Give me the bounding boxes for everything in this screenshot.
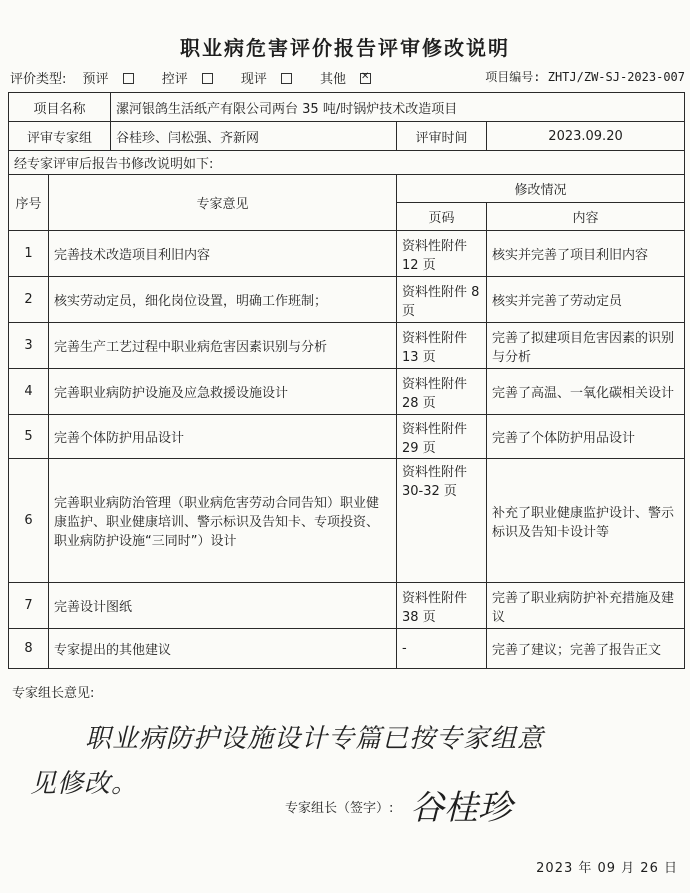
header-modify: 修改情况 bbox=[397, 175, 685, 203]
sign-date: 2023 年 09 月 26 日 bbox=[536, 861, 678, 876]
row-page: 资料性附件 13 页 bbox=[397, 323, 487, 369]
handwritten-opinion-line1: 职业病防护设施设计专篇已按专家组意 bbox=[85, 724, 545, 754]
signature: 谷桂珍 bbox=[410, 788, 512, 828]
review-time: 2023.09.20 bbox=[487, 122, 685, 151]
review-table bbox=[8, 92, 685, 669]
checkbox-icon bbox=[202, 73, 213, 84]
project-number: 项目编号: ZHTJ/ZW-SJ-2023-007 bbox=[485, 70, 685, 84]
row-no: 1 bbox=[9, 231, 49, 277]
row-page: 资料性附件 30-32 页 bbox=[397, 459, 487, 583]
row-page: 资料性附件 12 页 bbox=[397, 231, 487, 277]
table-row bbox=[9, 369, 685, 415]
row-no: 5 bbox=[9, 415, 49, 459]
row-page: 资料性附件 8 页 bbox=[397, 277, 487, 323]
checkbox-icon bbox=[123, 73, 134, 84]
eval-option: 现评 bbox=[241, 72, 304, 87]
table-row bbox=[9, 415, 685, 459]
row-opinion: 完善职业病防护设施及应急救援设施设计 bbox=[49, 369, 397, 415]
row-opinion: 完善技术改造项目利旧内容 bbox=[49, 231, 397, 277]
row-opinion: 完善个体防护用品设计 bbox=[49, 415, 397, 459]
row-opinion: 完善职业病防治管理（职业病危害劳动合同告知）职业健康监护、职业健康培训、警示标识及告知卡、专项投资、职业病防护设施“三同时”）设计 bbox=[49, 459, 397, 583]
document-title: 职业病危害评价报告评审修改说明 bbox=[180, 36, 510, 60]
table-row bbox=[9, 323, 685, 369]
row-no: 7 bbox=[9, 583, 49, 629]
row-opinion: 专家提出的其他建议 bbox=[49, 629, 397, 669]
review-time-label: 评审时间 bbox=[397, 122, 487, 151]
row-no: 4 bbox=[9, 369, 49, 415]
table-row bbox=[9, 459, 685, 583]
row-page: 资料性附件 38 页 bbox=[397, 583, 487, 629]
table-row bbox=[9, 583, 685, 629]
header-no: 序号 bbox=[9, 175, 49, 231]
eval-option: 预评 bbox=[83, 72, 146, 87]
row-page: - bbox=[397, 629, 487, 669]
eval-type bbox=[10, 68, 395, 87]
project-name: 漯河银鸽生活纸产有限公司两台 35 吨/时锅炉技术改造项目 bbox=[111, 93, 685, 122]
row-content: 核实并完善了劳动定员 bbox=[487, 277, 685, 323]
project-name-label: 项目名称 bbox=[9, 93, 111, 122]
row-no: 2 bbox=[9, 277, 49, 323]
eval-option: 控评 bbox=[162, 72, 225, 87]
row-opinion: 完善设计图纸 bbox=[49, 583, 397, 629]
row-page: 资料性附件 29 页 bbox=[397, 415, 487, 459]
row-opinion: 完善生产工艺过程中职业病危害因素识别与分析 bbox=[49, 323, 397, 369]
row-content: 补充了职业健康监护设计、警示标识及告知卡设计等 bbox=[487, 459, 685, 583]
handwritten-opinion-line2: 见修改。 bbox=[30, 769, 139, 799]
table-row bbox=[9, 231, 685, 277]
row-no: 3 bbox=[9, 323, 49, 369]
row-content: 完善了职业病防护补充措施及建议 bbox=[487, 583, 685, 629]
experts: 谷桂珍、闫松强、齐新网 bbox=[111, 122, 397, 151]
checkbox-icon bbox=[281, 73, 292, 84]
chief-opinion-label: 专家组长意见: bbox=[12, 686, 95, 701]
row-content: 完善了拟建项目危害因素的识别与分析 bbox=[487, 323, 685, 369]
signature-label: 专家组长（签字）: bbox=[285, 801, 394, 816]
row-page: 资料性附件 28 页 bbox=[397, 369, 487, 415]
row-opinion: 核实劳动定员，细化岗位设置，明确工作班制； bbox=[49, 277, 397, 323]
eval-type-label: 评价类型: bbox=[10, 72, 67, 87]
header-page: 页码 bbox=[397, 203, 487, 231]
header-opinion: 专家意见 bbox=[49, 175, 397, 231]
header-content: 内容 bbox=[487, 203, 685, 231]
intro-text: 经专家评审后报告书修改说明如下: bbox=[9, 151, 685, 175]
table-row bbox=[9, 629, 685, 669]
row-content: 完善了个体防护用品设计 bbox=[487, 415, 685, 459]
row-content: 核实并完善了项目利旧内容 bbox=[487, 231, 685, 277]
row-content: 完善了高温、一氧化碳相关设计 bbox=[487, 369, 685, 415]
table-row bbox=[9, 277, 685, 323]
row-no: 8 bbox=[9, 629, 49, 669]
experts-label: 评审专家组 bbox=[9, 122, 111, 151]
row-content: 完善了建议；完善了报告正文 bbox=[487, 629, 685, 669]
checked-checkbox-icon bbox=[360, 73, 371, 84]
row-no: 6 bbox=[9, 459, 49, 583]
eval-option: 其他✕ bbox=[320, 72, 383, 87]
